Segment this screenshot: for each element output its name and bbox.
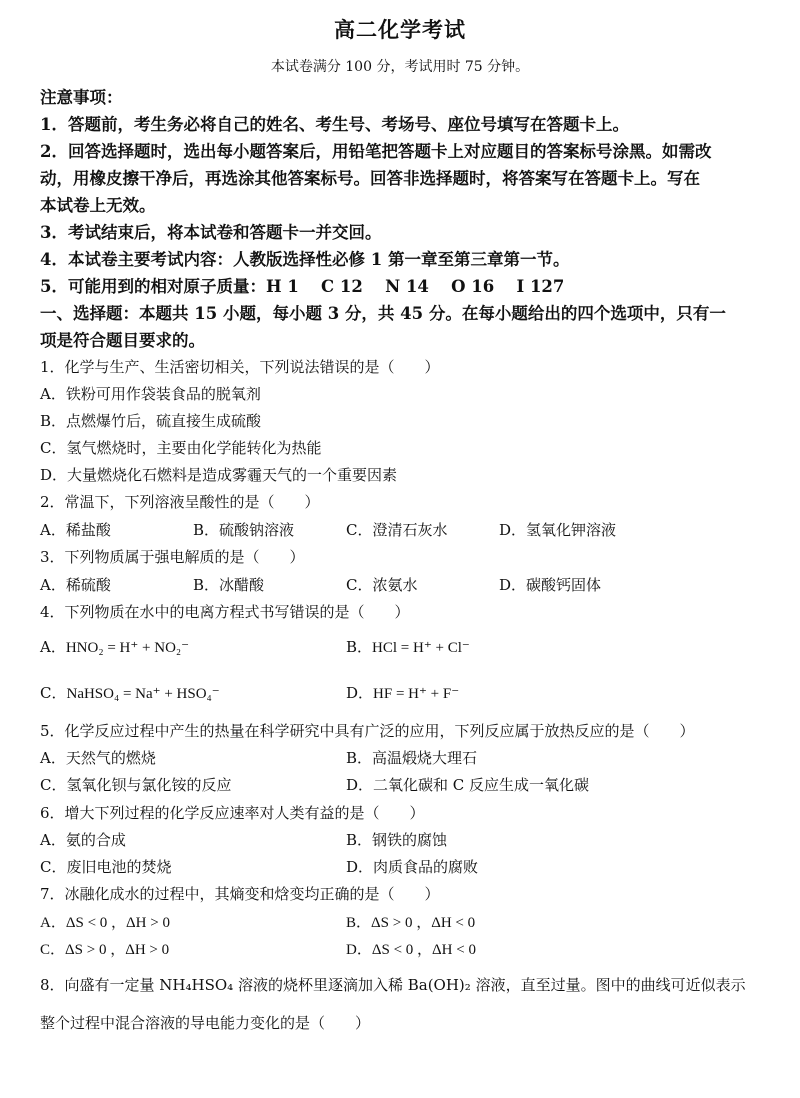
ionization-equation: NaHSO₄ = Na⁺ + HSO₄⁻	[66, 686, 220, 702]
option-d: D．大量燃烧化石燃料是造成雾霾天气的一个重要因素	[40, 466, 398, 484]
option-c: C．澄清石灰水	[346, 521, 448, 539]
section-heading: 项是符合题目要求的。	[40, 331, 205, 350]
question-stem: 8．向盛有一定量 NH₄HSO₄ 溶液的烧杯里逐滴加入稀 Ba(OH)₂ 溶液，直至过量。图中的曲线可近似表示	[40, 976, 746, 994]
option-label: A．	[40, 638, 66, 656]
option-d: D．肉质食品的腐败	[346, 858, 479, 876]
option-a: A．ΔS < 0 ，ΔH > 0	[40, 915, 170, 931]
option-d: D．氢氧化钾溶液	[499, 521, 617, 539]
option-c: C．氢氧化钡与氯化铵的反应	[40, 776, 232, 794]
option-b: B．高温煅烧大理石	[346, 749, 478, 767]
option-b: B．ΔS > 0 ，ΔH < 0	[346, 915, 476, 931]
option-d: D．二氧化碳和 C 反应生成一氧化碳	[346, 776, 590, 794]
option-b: B．钢铁的腐蚀	[346, 831, 448, 849]
question-stem: 3．下列物质属于强电解质的是（ ）	[40, 548, 305, 566]
option-a: A．稀硫酸	[40, 576, 111, 594]
notice-item: 5．可能用到的相对原子质量：H 1 C 12 N 14 O 16 I 127	[40, 277, 565, 296]
option-c: C．废旧电池的焚烧	[40, 858, 172, 876]
option-d: D．碳酸钙固体	[499, 576, 602, 594]
question-stem-continued: 整个过程中混合溶液的导电能力变化的是（ ）	[40, 1014, 371, 1032]
ionization-equation: HNO₂ = H⁺ + NO₂⁻	[65, 640, 190, 656]
notice-item: 2．回答选择题时，选出每小题答案后，用铅笔把答题卡上对应题目的答案标号涂黑。如需改	[40, 142, 712, 161]
notice-item: 1．答题前，考生务必将自己的姓名、考生号、考场号、座位号填写在答题卡上。	[40, 115, 629, 134]
option-b	[346, 636, 470, 657]
option-c: C．氢气燃烧时，主要由化学能转化为热能	[40, 439, 322, 457]
question-stem: 7．冰融化成水的过程中，其熵变和焓变均正确的是（ ）	[40, 885, 440, 903]
section-heading: 一、选择题：本题共 15 小题，每小题 3 分，共 45 分。在每小题给出的四个选项中，只有一	[40, 304, 726, 323]
option-label: D．	[346, 684, 374, 702]
option-a: A．氨的合成	[40, 831, 126, 849]
question-stem: 4．下列物质在水中的电离方程式书写错误的是（ ）	[40, 603, 410, 621]
option-d: D．ΔS < 0 ，ΔH < 0	[346, 942, 476, 958]
ionization-equation: HF = H⁺ + F⁻	[373, 686, 460, 702]
option-label: B．	[346, 638, 373, 656]
notice-item: 3．考试结束后，将本试卷和答题卡一并交回。	[40, 223, 382, 242]
question-stem: 2．常温下，下列溶液呈酸性的是（ ）	[40, 493, 320, 511]
option-c: C．浓氨水	[346, 576, 418, 594]
option-a: A．天然气的燃烧	[40, 749, 156, 767]
ionization-equation: HCl = H⁺ + Cl⁻	[372, 640, 470, 656]
notice-heading: 注意事项：	[40, 88, 123, 107]
question-stem: 6．增大下列过程的化学反应速率对人类有益的是（ ）	[40, 804, 425, 822]
option-a: A．铁粉可用作袋装食品的脱氧剂	[40, 385, 261, 403]
page-title: 高二化学考试	[334, 17, 466, 42]
option-b: B．冰醋酸	[193, 576, 265, 594]
option-label: C．	[40, 684, 67, 702]
option-a: A．稀盐酸	[40, 521, 111, 539]
page-subtitle: 本试卷满分 100 分，考试用时 75 分钟。	[270, 59, 530, 75]
option-b: B．硫酸钠溶液	[193, 521, 295, 539]
question-stem: 5．化学反应过程中产生的热量在科学研究中具有广泛的应用，下列反应属于放热反应的是（ ）	[40, 722, 695, 740]
option-d	[346, 682, 459, 703]
option-a	[40, 636, 189, 657]
option-c: C．ΔS > 0 ，ΔH > 0	[40, 942, 170, 958]
notice-item: 动，用橡皮擦干净后，再选涂其他答案标号。回答非选择题时，将答案写在答题卡上。写在	[40, 169, 700, 188]
option-b: B．点燃爆竹后，硫直接生成硫酸	[40, 412, 262, 430]
notice-item: 本试卷上无效。	[40, 196, 156, 215]
question-stem: 1．化学与生产、生活密切相关，下列说法错误的是（ ）	[40, 358, 440, 376]
notice-item: 4．本试卷主要考试内容：人教版选择性必修 1 第一章至第三章第一节。	[40, 250, 570, 269]
option-c	[40, 682, 220, 703]
